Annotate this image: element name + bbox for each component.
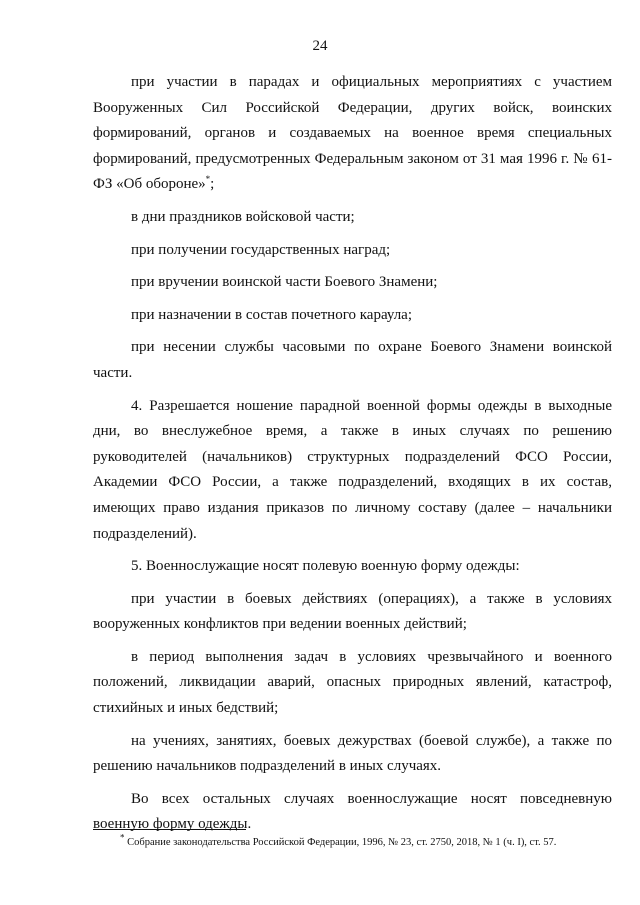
paragraph-item-5: 5. Военнослужащие носят полевую военную форму одежды: bbox=[131, 558, 520, 575]
page-number: 24 bbox=[312, 38, 328, 54]
paragraph-awards: при получении государственных наград; bbox=[131, 241, 391, 258]
footnote-text: Собрание законодательства Российской Федерации, 1996, № 23, ст. 2750, 2018, № 1 (ч. I), ст. 57. bbox=[124, 837, 557, 848]
footnote bbox=[120, 832, 610, 848]
paragraph-emergency: в период выполнения задач в условиях чрезвычайного и военного положений, ликвидации аварий, опасных природных явлений, катастроф, стихийных и иных бедствий; bbox=[93, 648, 612, 717]
paragraph-everyday-uniform: Во всех остальных случаях военнослужащие носят повседневную военную форму одежды. bbox=[93, 790, 612, 833]
footnote-reference: * bbox=[205, 174, 211, 185]
paragraph-item-4: 4. Разрешается ношение парадной военной формы одежды в выходные дни, во внеслужебное время, а также в иных случаях по решению руководителей (начальников) структурных подразделений ФСО России, Академии ФСО России, а также подразделений, входящих в их состав, имеющих право издания приказов по личному составу (далее – начальники подразделений). bbox=[93, 397, 612, 542]
paragraph-text-end: ; bbox=[210, 176, 215, 193]
paragraph-text: при участии в парадах и официальных мероприятиях с участием Вооруженных Сил Российской Федерации, других войск, воинских формирований, органов и создаваемых на военное время специальных формирований, предусмотренных Федеральным законом от 31 мая 1996 г. № 61-ФЗ «Об обороне» bbox=[93, 74, 612, 193]
paragraph-combat: при участии в боевых действиях (операциях), а также в условиях вооруженных конфликтов при ведении военных действий; bbox=[93, 590, 612, 633]
footnote-mark: * bbox=[120, 832, 125, 843]
footnote-divider bbox=[93, 829, 246, 830]
paragraph-sentry-duty: при несении службы часовыми по охране Боевого Знамени воинской части. bbox=[93, 339, 612, 381]
paragraph-exercises: на учениях, занятиях, боевых дежурствах (боевой службе), а также по решению начальников подразделений в иных случаях. bbox=[93, 732, 612, 775]
paragraph-holidays: в дни праздников войсковой части; bbox=[131, 208, 355, 225]
paragraph-parades bbox=[93, 70, 612, 198]
body-text bbox=[93, 70, 612, 838]
paragraph-honor-guard: при назначении в состав почетного караула; bbox=[131, 306, 413, 323]
paragraph-banner-presentation: при вручении воинской части Боевого Знамени; bbox=[131, 274, 438, 291]
